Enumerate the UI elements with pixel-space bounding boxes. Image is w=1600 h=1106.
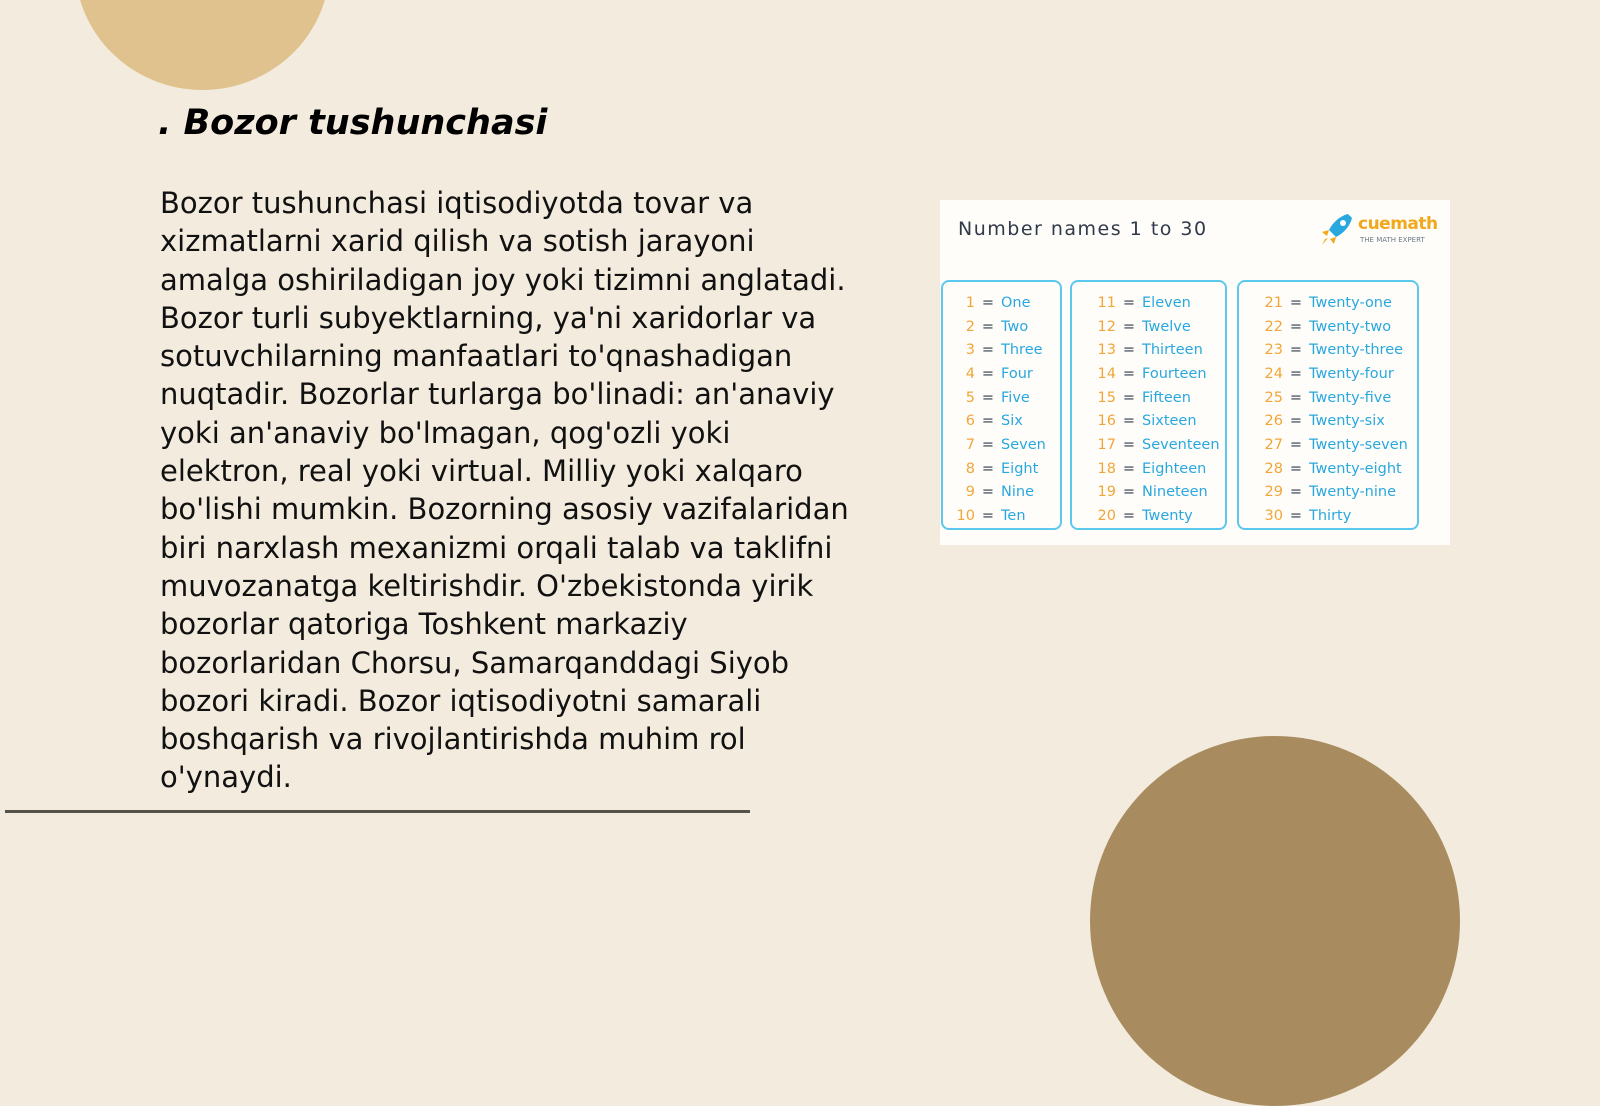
number-digit: 24 bbox=[1264, 365, 1283, 382]
equals-sign: = bbox=[1289, 389, 1303, 406]
equals-sign: = bbox=[1289, 365, 1303, 382]
number-word: Eight bbox=[1001, 460, 1039, 477]
equals-sign: = bbox=[1289, 508, 1303, 525]
number-row bbox=[1239, 338, 1417, 362]
equals-sign: = bbox=[981, 460, 995, 477]
number-digit: 20 bbox=[1097, 508, 1116, 525]
number-row bbox=[1072, 362, 1225, 386]
number-digit: 18 bbox=[1097, 460, 1116, 477]
decorative-circle-top bbox=[75, 0, 330, 90]
number-word: Sixteen bbox=[1142, 413, 1197, 430]
number-digit: 11 bbox=[1097, 294, 1116, 311]
decorative-circle-bottom bbox=[1090, 736, 1460, 1106]
slide-body-text: Bozor tushunchasi iqtisodiyotda tovar va xizmatlarni xarid qilish va sotish jarayoni amalga oshiriladigan joy yoki tizimni anglatadi. Bozor turli subyektlarning, ya'ni xaridorlar va sotuvchilarning manfaatlari to'qnashadigan nuqtadir. Bozorlar turlarga bo'linadi: an'anaviy yoki an'anaviy bo'lmagan, qog'ozli yoki elektron, real yoki virtual. Milliy yoki xalqaro bo'lishi mumkin. Bozorning asosiy vazifalaridan biri narxlash mexanizmi orqali talab va taklifni muvozanatga keltirishdir. O'zbekistonda yirik bozorlar qatoriga Toshkent markaziy bozorlaridan Chorsu, Samarqanddagi Siyob bozori kiradi. Bozor iqtisodiyotni samarali boshqarish va rivojlantirishda muhim rol o'ynaydi. bbox=[160, 186, 849, 795]
number-word: Three bbox=[1001, 342, 1043, 359]
number-row bbox=[943, 338, 1060, 362]
number-digit: 27 bbox=[1264, 436, 1283, 453]
number-names-title: Number names 1 to 30 bbox=[958, 218, 1208, 240]
equals-sign: = bbox=[1289, 294, 1303, 311]
number-row bbox=[943, 433, 1060, 457]
number-digit: 5 bbox=[965, 389, 975, 406]
number-digit: 12 bbox=[1097, 318, 1116, 335]
equals-sign: = bbox=[1122, 508, 1136, 525]
equals-sign: = bbox=[1122, 460, 1136, 477]
number-word: One bbox=[1001, 294, 1031, 311]
number-word: Twelve bbox=[1142, 318, 1191, 335]
number-row bbox=[1239, 291, 1417, 315]
number-row bbox=[1072, 504, 1225, 528]
number-digit: 28 bbox=[1264, 460, 1283, 477]
number-row bbox=[1239, 504, 1417, 528]
number-row bbox=[943, 386, 1060, 410]
number-column-1 bbox=[941, 280, 1062, 530]
equals-sign: = bbox=[981, 342, 995, 359]
equals-sign: = bbox=[1289, 460, 1303, 477]
number-word: Eighteen bbox=[1142, 460, 1207, 477]
equals-sign: = bbox=[1289, 436, 1303, 453]
number-word: Twenty bbox=[1142, 508, 1193, 525]
number-column-3 bbox=[1237, 280, 1419, 530]
number-row bbox=[1239, 409, 1417, 433]
number-row bbox=[1239, 315, 1417, 339]
rocket-icon bbox=[1318, 212, 1358, 248]
equals-sign: = bbox=[981, 436, 995, 453]
equals-sign: = bbox=[1122, 294, 1136, 311]
number-digit: 3 bbox=[965, 342, 975, 359]
number-names-image bbox=[940, 200, 1450, 545]
number-row bbox=[1072, 481, 1225, 505]
slide-heading: . Bozor tushunchasi bbox=[158, 103, 548, 143]
equals-sign: = bbox=[981, 318, 995, 335]
equals-sign: = bbox=[1289, 413, 1303, 430]
brand-name: cuemath bbox=[1358, 214, 1438, 234]
number-digit: 14 bbox=[1097, 365, 1116, 382]
number-word: Thirty bbox=[1309, 508, 1352, 525]
equals-sign: = bbox=[1122, 318, 1136, 335]
number-row bbox=[1239, 433, 1417, 457]
number-word: Twenty-one bbox=[1309, 294, 1392, 311]
number-row bbox=[943, 291, 1060, 315]
number-digit: 19 bbox=[1097, 484, 1116, 501]
number-column-2 bbox=[1070, 280, 1227, 530]
number-digit: 22 bbox=[1264, 318, 1283, 335]
number-word: Fourteen bbox=[1142, 365, 1207, 382]
number-digit: 1 bbox=[965, 294, 975, 311]
number-digit: 7 bbox=[965, 436, 975, 453]
number-digit: 23 bbox=[1264, 342, 1283, 359]
number-row bbox=[943, 315, 1060, 339]
equals-sign: = bbox=[1289, 484, 1303, 501]
equals-sign: = bbox=[981, 484, 995, 501]
number-word: Fifteen bbox=[1142, 389, 1191, 406]
number-word: Twenty-five bbox=[1309, 389, 1392, 406]
number-word: Twenty-eight bbox=[1309, 460, 1402, 477]
number-row bbox=[1072, 315, 1225, 339]
equals-sign: = bbox=[981, 365, 995, 382]
number-word: Twenty-two bbox=[1309, 318, 1392, 335]
number-row bbox=[1239, 386, 1417, 410]
equals-sign: = bbox=[1122, 484, 1136, 501]
number-digit: 9 bbox=[965, 484, 975, 501]
number-row bbox=[943, 409, 1060, 433]
equals-sign: = bbox=[981, 413, 995, 430]
number-word: Twenty-six bbox=[1309, 413, 1385, 430]
number-row bbox=[943, 481, 1060, 505]
number-digit: 8 bbox=[965, 460, 975, 477]
equals-sign: = bbox=[981, 508, 995, 525]
number-digit: 2 bbox=[965, 318, 975, 335]
equals-sign: = bbox=[1122, 365, 1136, 382]
number-word: Thirteen bbox=[1142, 342, 1203, 359]
number-word: Eleven bbox=[1142, 294, 1191, 311]
number-word: Nine bbox=[1001, 484, 1034, 501]
number-digit: 21 bbox=[1264, 294, 1283, 311]
equals-sign: = bbox=[1122, 389, 1136, 406]
number-digit: 16 bbox=[1097, 413, 1116, 430]
number-row bbox=[1072, 291, 1225, 315]
number-row bbox=[1239, 362, 1417, 386]
equals-sign: = bbox=[1122, 436, 1136, 453]
number-digit: 13 bbox=[1097, 342, 1116, 359]
number-word: Two bbox=[1001, 318, 1029, 335]
number-word: Twenty-three bbox=[1309, 342, 1404, 359]
number-row bbox=[1239, 457, 1417, 481]
number-word: Four bbox=[1001, 365, 1033, 382]
number-row bbox=[1239, 481, 1417, 505]
number-word: Seven bbox=[1001, 436, 1046, 453]
number-digit: 15 bbox=[1097, 389, 1116, 406]
number-digit: 26 bbox=[1264, 413, 1283, 430]
equals-sign: = bbox=[1289, 318, 1303, 335]
number-row bbox=[1072, 386, 1225, 410]
number-word: Ten bbox=[1001, 508, 1026, 525]
number-digit: 29 bbox=[1264, 484, 1283, 501]
number-digit: 30 bbox=[1264, 508, 1283, 525]
number-digit: 17 bbox=[1097, 436, 1116, 453]
equals-sign: = bbox=[981, 294, 995, 311]
brand-tagline: THE MATH EXPERT bbox=[1360, 236, 1425, 244]
number-word: Twenty-seven bbox=[1309, 436, 1408, 453]
number-row bbox=[943, 504, 1060, 528]
number-digit: 4 bbox=[965, 365, 975, 382]
number-digit: 25 bbox=[1264, 389, 1283, 406]
equals-sign: = bbox=[1289, 342, 1303, 359]
number-row bbox=[943, 362, 1060, 386]
number-digit: 10 bbox=[956, 508, 975, 525]
divider-line bbox=[5, 810, 750, 813]
cuemath-logo bbox=[1318, 210, 1448, 250]
number-row bbox=[1072, 457, 1225, 481]
number-digit: 6 bbox=[965, 413, 975, 430]
equals-sign: = bbox=[1122, 342, 1136, 359]
number-word: Twenty-nine bbox=[1309, 484, 1396, 501]
number-row bbox=[1072, 409, 1225, 433]
number-word: Six bbox=[1001, 413, 1023, 430]
number-word: Five bbox=[1001, 389, 1030, 406]
number-word: Seventeen bbox=[1142, 436, 1220, 453]
number-word: Twenty-four bbox=[1309, 365, 1394, 382]
number-row bbox=[1072, 338, 1225, 362]
equals-sign: = bbox=[1122, 413, 1136, 430]
equals-sign: = bbox=[981, 389, 995, 406]
number-word: Nineteen bbox=[1142, 484, 1208, 501]
number-row bbox=[943, 457, 1060, 481]
number-row bbox=[1072, 433, 1225, 457]
